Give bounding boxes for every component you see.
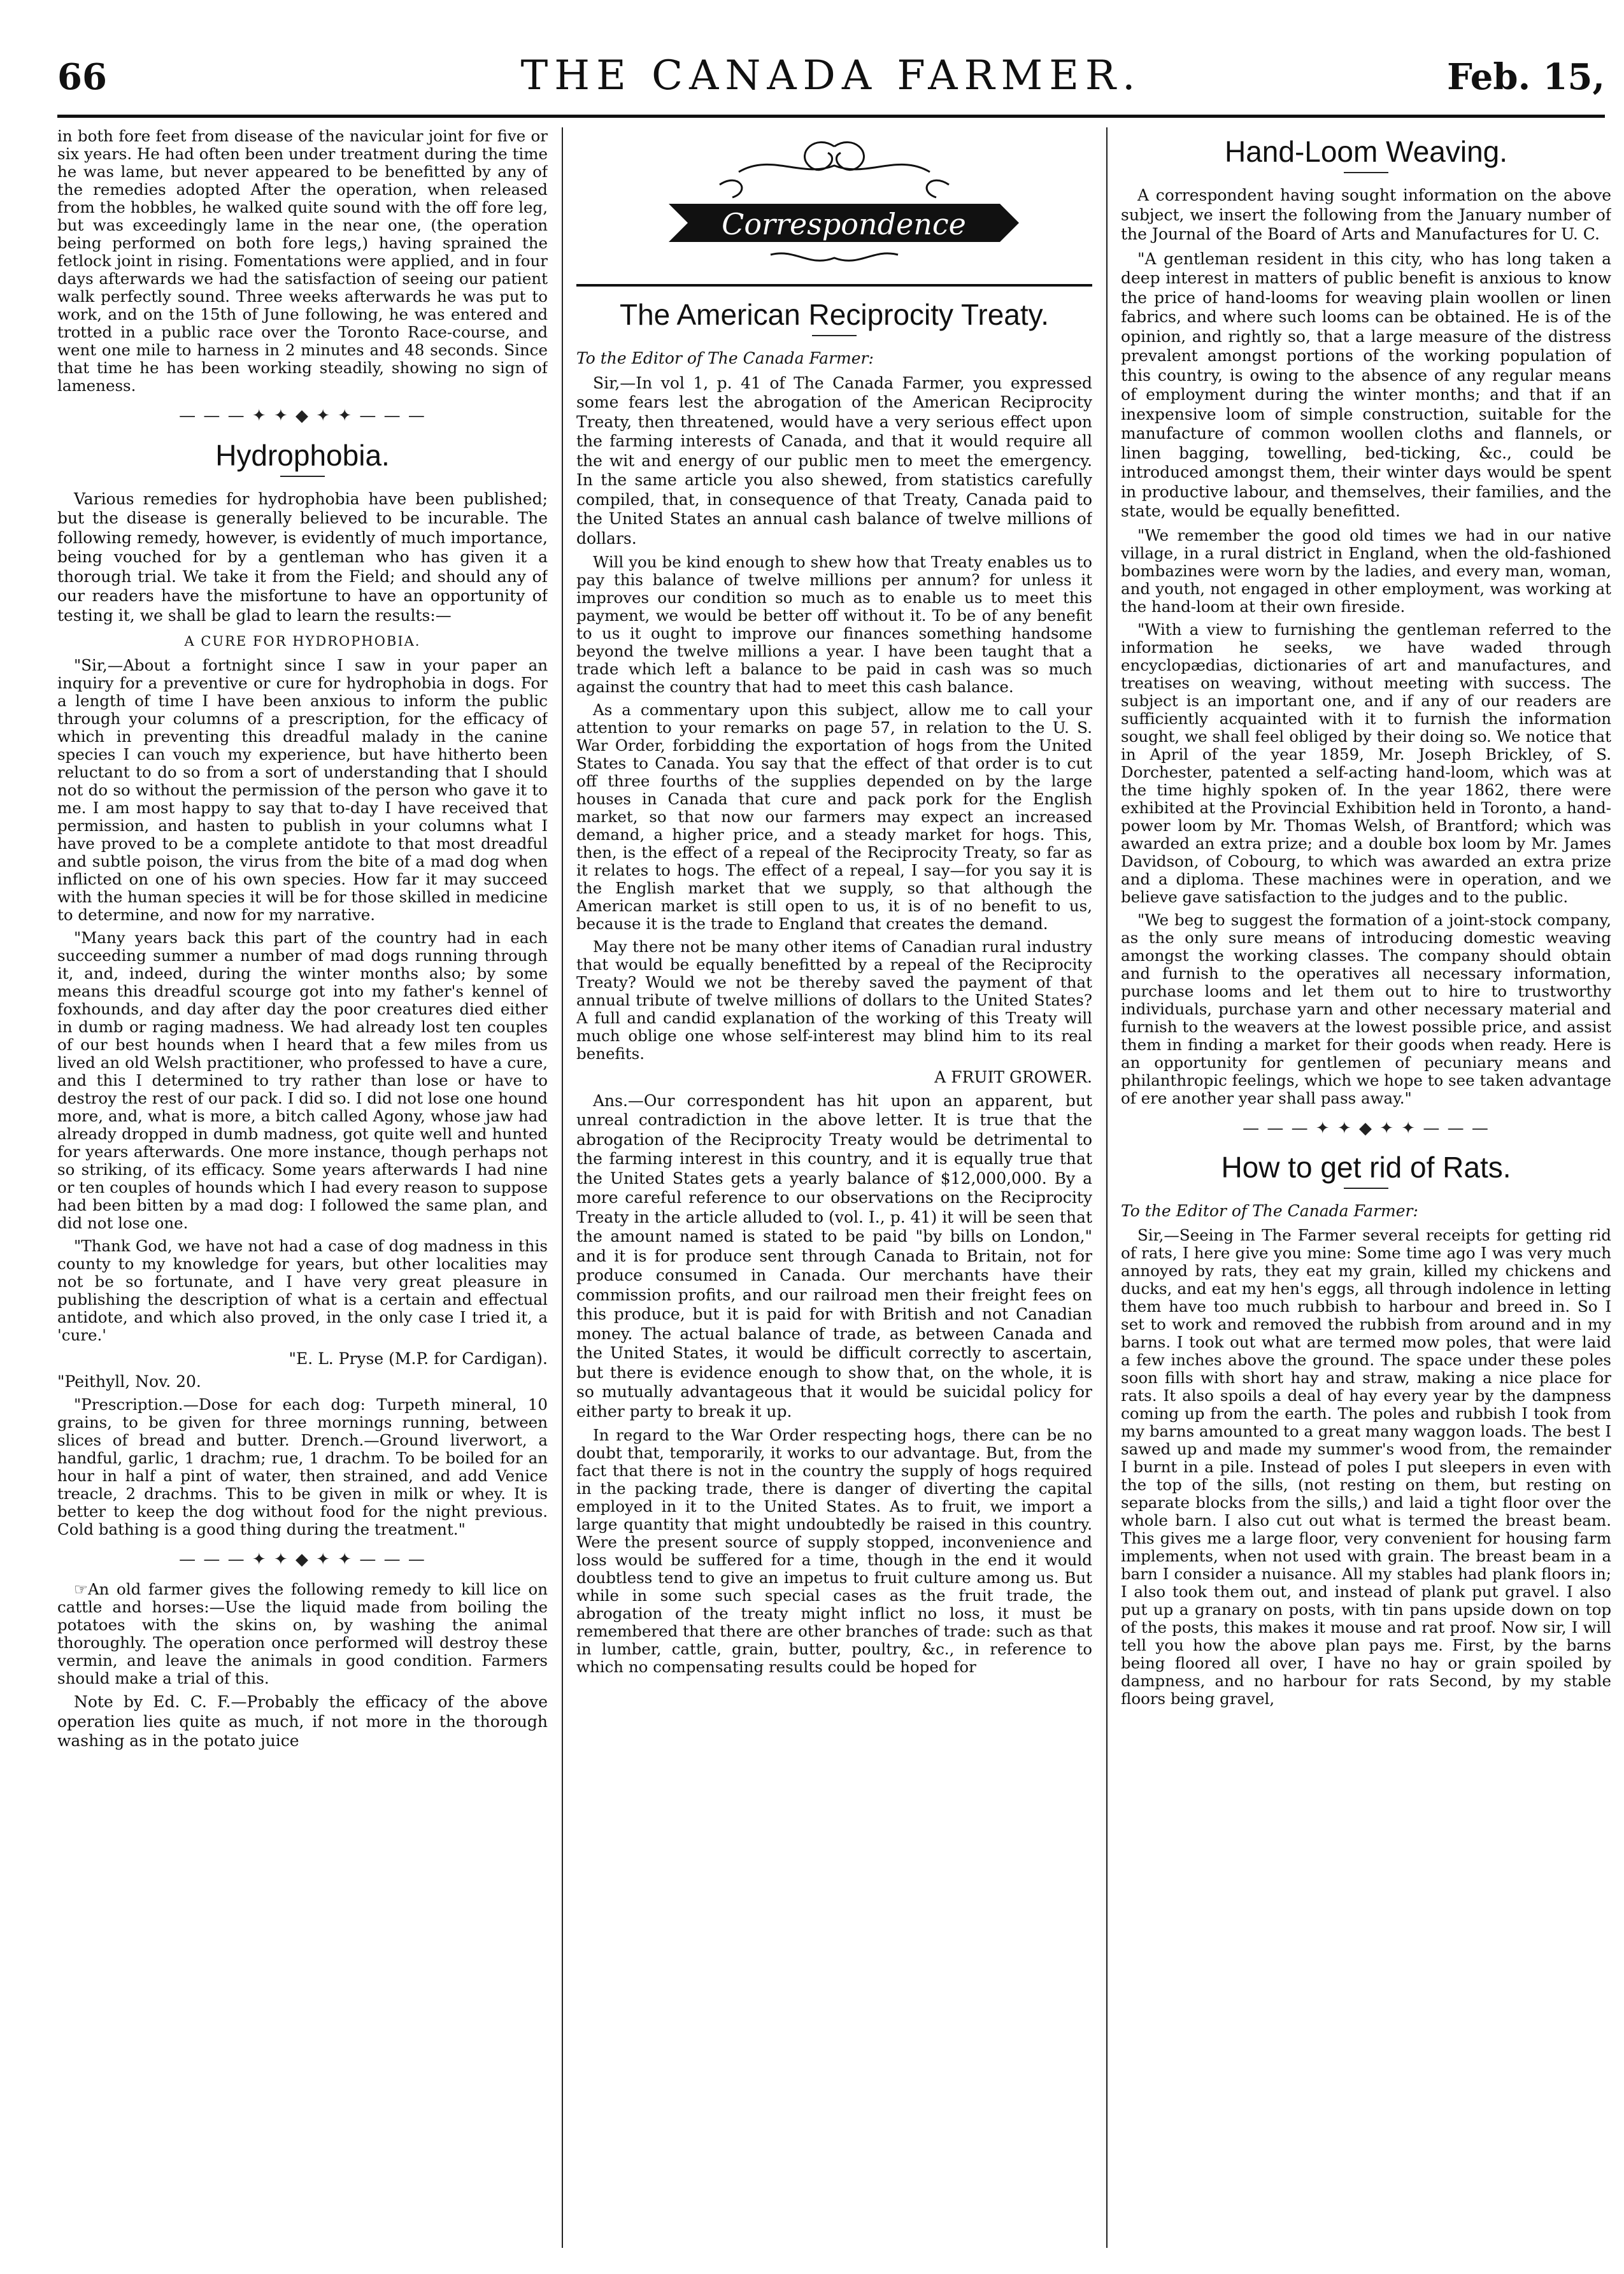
reciprocity-paragraph: Will you be kind enough to shew how that Treaty enables us to pay this balance of twelve millions per annum? for unless it improves our condition so much as to enable us to meet this payment, we would be better off without it. To be of any benefit to us it ought to improve our finances something handsome beyond the twelve millions a year. I have been taught that a trade which left a balance to be paid in cash was so much against the country that had to meet this cash balance. — [576, 553, 1092, 696]
page-number: 66 — [57, 56, 107, 98]
section-divider: — — — ✦ ✦ ◆ ✦ ✦ — — — — [1243, 1118, 1490, 1138]
column-2 — [576, 127, 1092, 2248]
hydrophobia-prescription: "Prescription.—Dose for each dog: Turpeth mineral, 10 grains, to be given for three mornings running, between slices of bread and butter. Drench.—Ground liverwort, a handful, garlic, 1 drachm; rue, 1 drachm. To be boiled for an hour in half a pint of water, then strained, and add Venice treacle, 2 drachms. This to be given in milk or whey. It is better to keep the dog without food for the night previous. Cold bathing is a good thing during the treatment." — [57, 1395, 548, 1539]
heading-underline — [1344, 1188, 1388, 1189]
reciprocity-salutation: To the Editor of The Canada Farmer: — [576, 349, 874, 367]
editor-note: Note by Ed. C. F.—Probably the efficacy of the above operation lies quite as much, if not more in the thorough washing as in the potato juice — [57, 1693, 548, 1750]
masthead — [57, 45, 1605, 118]
column-3 — [1121, 127, 1611, 2248]
lice-remedy-item: ☞An old farmer gives the following remedy to kill lice on cattle and horses:—Use the liquid made from boiling the potatoes with the skins on, by washing the animal thoroughly. The operation once performed will destroy these vermin, and leave the animals in good condition. Farmers should make a trial of this. — [57, 1580, 548, 1688]
hydrophobia-heading: Hydrophobia. — [215, 438, 390, 472]
reciprocity-answer-paragraph: In regard to the War Order respecting hogs, there can be no doubt that, temporarily, it works to our advantage. But, from the fact that there is not in the country the supply of hogs required in the packing trade, there is danger of diverting the capital employed in it to the United States. As to fruit, we import a large quantity that might undoubtedly be raised in this country. Were the present source of supply stopped, inconvenience and loss would be suffered for a time, though in the end it would doubtless tend to give an impetus to fruit culture among us. But while in some such special cases as the fruit trade, the abrogation of the treaty might inflict no loss, it must be remembered that there are other branches of trade: such as that in lumber, cattle, grain, butter, poultry, &c., in reference to which no compensating results could be hoped for — [576, 1426, 1092, 1676]
handloom-paragraph: A correspondent having sought information on the above subject, we insert the following from the January number of the Journal of the Board of Arts and Manufactures for U. C. — [1121, 186, 1611, 243]
reciprocity-paragraph: May there not be many other items of Canadian rural industry that would be equally benefitted by a repeal of the Reciprocity Treaty? Would we not be thereby saved the payment of that annual tribute of twelve millions of dollars to the United States? A full and candid explanation of the working of this Treaty will much oblige one whose self-interest may blind him to its real benefits. — [576, 937, 1092, 1063]
reciprocity-paragraph: As a commentary upon this subject, allow me to call your attention to your remarks on page 57, in relation to the U. S. War Order, forbidding the exportation of hogs from the United States to Canada. You say that the effect of that order is to cut off three fourths of the supplies depended on by the large houses in Canada that cure and pack pork for the English market, so that now our farmers may expect an increased demand, a higher price, and a steady market for hogs. This, then, is the effect of a repeal of the Reciprocity Treaty, so far as it relates to hogs. The effect of a repeal, I say—for you say it is the English market that we supply, so that although the American market is still open to us, it is of no benefit to us, because it is the trade to England that creates the demand. — [576, 700, 1092, 933]
hydrophobia-intro: Various remedies for hydrophobia have been published; but the disease is generally believed to be incurable. The following remedy, however, is evidently of much importance, being vouched for by a gentleman who has given it a thorough trial. We take it from the Field; and should any of our readers have the misfortune to have an opportunity of testing it, we shall be glad to learn the results:— — [57, 489, 548, 625]
page-title: THE CANADA FARMER. — [520, 52, 1142, 99]
section-divider: — — — ✦ ✦ ◆ ✦ ✦ — — — — [179, 406, 426, 425]
column-1 — [57, 127, 548, 2248]
rats-salutation: To the Editor of The Canada Farmer: — [1121, 1202, 1418, 1220]
heading-underline — [812, 335, 857, 336]
reciprocity-paragraph: Sir,—In vol 1, p. 41 of The Canada Farmer, you expressed some fears lest the abrogation of the American Reciprocity Treaty, then threatened, would have a very serious effect upon the farming interests of Canada, and that it would require all the wit and energy of our public men to meet the emergency. In the same article you also shewed, from statistics carefully compiled, that, in consequence of that Treaty, Canada paid to the United States an annual cash balance of twelve millions of dollars. — [576, 373, 1092, 548]
heading-underline — [280, 476, 325, 477]
reciprocity-answer-paragraph: Ans.—Our correspondent has hit upon an apparent, but unreal contradiction in the above letter. It is true that the abrogation of the Reciprocity Treaty would be detrimental to the farming interest in this country, and it is equally true that the United States gets a yearly balance of $12,000,000. By a more careful reference to our observations on the Reciprocity Treaty in the article alluded to (vol. I., p. 41) it will be seen that the amount named is stated to be paid "by bills on London," and it is for produce sent through Canada to Britain, not for produce consumed in Canada. Our merchants have their commission profits, and our railroad men their freight fees on this produce, but it is paid for with British and not Canadian money. The actual balance of trade, as between Canada and the United States, it would be difficult correctly to ascertain, but there is evidence enough to show that, on the whole, it is so mutually advantageous that it would be suicidal policy for either party to break it up. — [576, 1091, 1092, 1421]
handloom-paragraph: "We beg to suggest the formation of a joint-stock company, as the only sure means of introducing domestic weaving amongst the working classes. The company should obtain and furnish to the operatives all necessary information, purchase looms and let them out to hire to trustworthy individuals, purchase yarn and other necessary material and furnish to the weavers at the lowest possible price, and assist them in finding a market for their goods when ready. Here is an opportunity for gentlemen of pecuniary means and philanthropic feelings, which we hope to see taken advantage of ere another year shall pass away." — [1121, 910, 1611, 1107]
continued-article-text: in both fore feet from disease of the navicular joint for five or six years. He had often been under treatment during the time he was lame, but never appeared to be benefitted by any of the remedies adopted After the operation, when released from the hobbles, he walked quite sound with the off fore leg, but was exceedingly lame in the near one, (the operation being performed on both fore legs,) having sprained the fetlock joint in rising. Fomentations were applied, and in four days afterwards we had the satisfaction of seeing our patient walk perfectly sound. Three weeks afterwards he was put to work, and on the 15th of June following, he was entered and trotted in a public race over the Toronto Race-course, and went one mile to harness in 2 minutes and 48 seconds. Since that time he has been working steadily, showing no sign of lameness. — [57, 127, 548, 395]
correspondence-banner-title: Correspondence — [722, 207, 966, 241]
handloom-paragraph: "With a view to furnishing the gentleman referred to the information he seeks, we have waded through encyclopædias, dictionaries of art and manufactures, and treatises on weaving, without meeting with success. The subject is an important one, and if any of our readers are sufficiently acquainted with it to furnish the information sought, we shall feel obliged by their doing so. We notice that in April of the year 1859, Mr. Joseph Brickley, of S. Dorchester, patented a self-acting hand-loom, which was at the time highly spoken of. In the year 1862, there were exhibited at the Provincial Exhibition held in Toronto, a hand-power loom by Mr. Thomas Welsh, of Brantford; which was awarded an extra prize; and a double box loom by Mr. James Davidson, of Cobourg, to which was awarded an extra prize and a diploma. These machines were in operation, and we believe gave satisfaction to the judges and to the public. — [1121, 620, 1611, 906]
section-divider: — — — ✦ ✦ ◆ ✦ ✦ — — — — [179, 1549, 426, 1569]
reciprocity-signature: A FRUIT GROWER. — [934, 1068, 1092, 1086]
hydrophobia-letter-paragraph: "Many years back this part of the country had in each succeeding summer a number of mad dogs running through it, and, indeed, during the winter months also; by some means this dreadful scourge got into my father's kennel of foxhounds, and day after day the poor creatures died either in dumb or raging madness. We had already lost ten couples of our best hounds when I heard that a few miles from us lived an old Welsh practitioner, who professed to have a cure, and this I determined to try rather than lose or have to destroy the rest of our pack. I did so. I did not lose one hound more, and, what is more, a bitch called Agony, whose jaw had already dropped in dumb madness, got quite well and hunted for years afterwards. One more instance, though perhaps not so striking, of its efficacy. Some years afterwards I had nine or ten couples of hounds which I had every reason to suppose had been bitten by a mad dog: I followed the same plan, and did not lose one. — [57, 928, 548, 1232]
correspondence-banner — [643, 127, 1025, 274]
issue-date: Feb. 15, — [1447, 56, 1605, 98]
column-rule-right — [1106, 127, 1108, 2248]
rats-heading: How to get rid of Rats. — [1221, 1151, 1511, 1184]
correspondence-ornament-icon — [643, 127, 1025, 274]
reciprocity-heading: The American Reciprocity Treaty. — [619, 298, 1050, 331]
handloom-paragraph: "We remember the good old times we had in our native village, in a rural district in England, when the old-fashioned bombazines were worn by the ladies, and every man, woman, and youth, not engaged in other employment, was working at the hand-loom at their own fireside. — [1121, 525, 1611, 616]
column-rule-left — [562, 127, 563, 2248]
heading-underline — [1344, 172, 1388, 173]
banner-rule — [576, 284, 1092, 287]
hydrophobia-letter-paragraph: "Thank God, we have not had a case of dog madness in this county to my knowledge for years, but other localities may not be so fortunate, and I have very great pleasure in publishing the description of what is a certain and effectual antidote, and which also proved, in the only case I tried it, a 'cure.' — [57, 1236, 548, 1344]
hydrophobia-subhead: A CURE FOR HYDROPHOBIA. — [184, 634, 421, 649]
handloom-paragraph: "A gentleman resident in this city, who has long taken a deep interest in matters of public benefit is anxious to know the price of hand-looms for weaving plain woollen or linen fabrics, and where such looms can be obtained. He is of the opinion, and rightly so, that a large measure of the distress prevalent amongst portions of the working population of this country, is owing to the absence of any regular means of employment during the winter months; and that if an inexpensive loom of simple construction, suitable for the manufacture of common woollen cloths and flannels, or linen bagging, towelling, bed-ticking, &c., could be introduced amongst them, their winter days would be spent in productive labour, and themselves, their families, and the state, would be equally benefitted. — [1121, 249, 1611, 520]
hydrophobia-signature: "E. L. Pryse (M.P. for Cardigan). — [288, 1349, 548, 1368]
rats-paragraph: Sir,—Seeing in The Farmer several receipts for getting rid of rats, I here give you mine: Some time ago I was very much annoyed by rats, they eat my grain, killed my chickens and ducks, and eat my hen's eggs, all through indolence in letting them have too much rubbish to harbour and breed in. So I set to work and removed the rubbish from around and in my barns. I took out what are termed mow poles, that were laid a few inches above the ground. The space under these poles soon fills with short hay and straw, making a nice place for rats. It also spoils a deal of hay every year by the dampness coming up from the earth. The poles and rubbish I took from my barns amounted to a great many waggon loads. The best I sawed up and made my summer's wood from, the remainder I burnt in a pile. Instead of poles I put sleepers in even with the top of the sills, (not resting on them, but resting on separate blocks from the sills,) and laid a tight floor over the whole barn. I also cut out what is termed the breast beam. This gives me a large floor, very convenient for housing farm implements, when not used with grain. The breast beam in a barn I consider a nuisance. All my stables had plank floors in; I also took them out, and instead of plank put gravel. I also put up a granary on posts, with tin pans upside down on top of the posts, this makes it mouse and rat proof. Now sir, I will tell you how the above plan pays me. First, by the barns being floored all over, I have no hay or grain spoiled by dampness, and no harbour for rats Second, by my stable floors being gravel, — [1121, 1225, 1611, 1708]
handloom-heading: Hand-Loom Weaving. — [1224, 135, 1508, 168]
hydrophobia-letter-paragraph: "Sir,—About a fortnight since I saw in your paper an inquiry for a preventive or cure for hydrophobia in dogs. For a length of time I have been anxious to inform the public through your columns of a prescription, for the efficacy of which in preventing this dreadful malady in the canine species I can vouch my experience, but have hitherto been reluctant to do so from a sort of understanding that I should not do so without the permission of the person who gave it to me. I am most happy to say that to-day I have received that permission, and hasten to publish in your columns what I have proved to be a complete antidote to that most dreadful and subtle poison, the virus from the bite of a mad dog when inflicted on one of his own species. How far it may succeed with the human species it will be for those skilled in medicine to determine, and now for my narrative. — [57, 655, 548, 924]
hydrophobia-place-date: "Peithyll, Nov. 20. — [57, 1372, 201, 1391]
